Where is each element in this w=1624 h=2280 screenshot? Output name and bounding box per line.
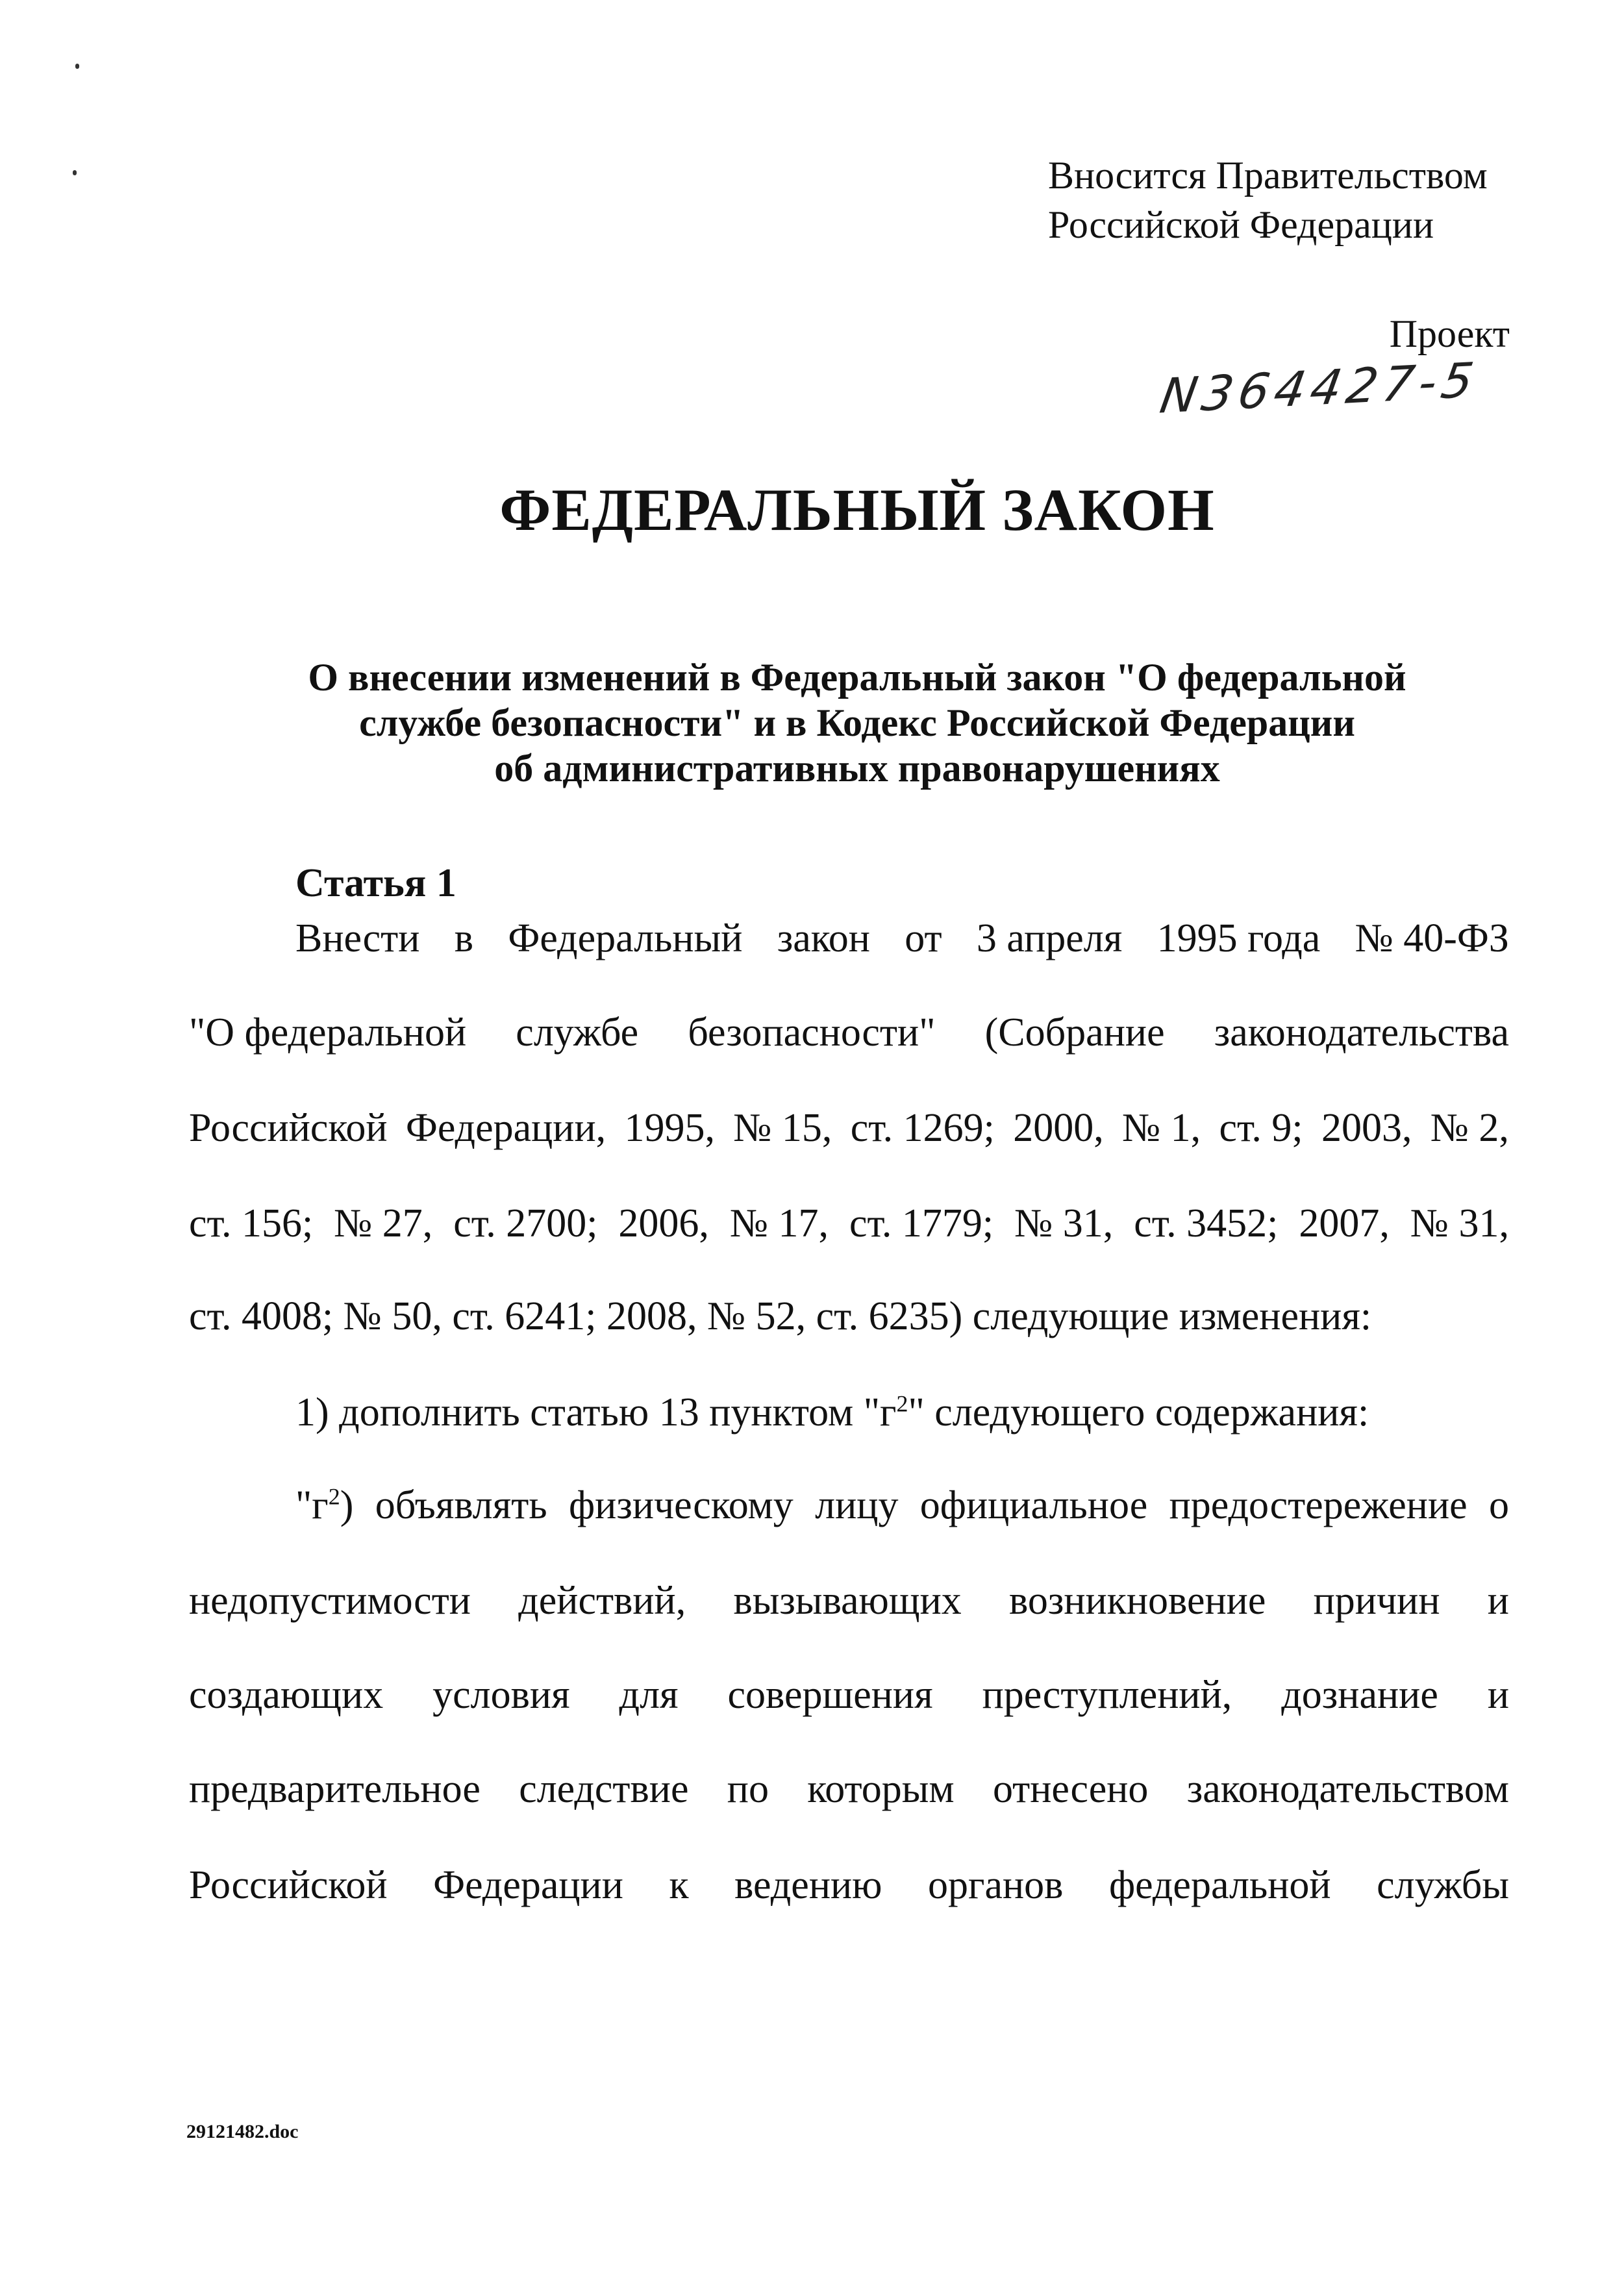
word: от	[905, 916, 942, 960]
word: ст. 156;	[189, 1201, 314, 1246]
text-run: 1) дополнить статью 13 пунктом "г	[295, 1390, 897, 1434]
footer-filename: 29121482.doc	[186, 2121, 299, 2142]
word: 2006,	[618, 1201, 709, 1246]
body-line	[189, 1105, 1509, 1151]
scan-mark	[73, 170, 77, 175]
word: законодательством	[1186, 1767, 1509, 1811]
word: отнесено	[992, 1767, 1149, 1811]
text-run: ст. 4008; № 50, ст. 6241; 2008, № 52, ст. 6235) следующие изменения:	[189, 1294, 1372, 1338]
word: № 31,	[1014, 1201, 1114, 1246]
word: и	[1487, 1579, 1509, 1623]
word: 1995 года	[1156, 916, 1321, 960]
word: дознание	[1281, 1673, 1438, 1717]
word: Внести	[295, 916, 420, 960]
subtitle-line: об административных правонарушениях	[494, 747, 1220, 790]
word: преступлений,	[982, 1673, 1232, 1717]
word: в	[454, 916, 474, 960]
word: для	[619, 1673, 679, 1717]
body-line	[189, 1862, 1509, 1908]
word: Федеральный	[508, 916, 743, 960]
scan-mark	[75, 64, 79, 69]
word: ведению	[734, 1863, 882, 1907]
word: № 27,	[334, 1201, 433, 1246]
subtitle-line: О внесении изменений в Федеральный закон "О федеральной	[308, 656, 1406, 699]
word: создающих	[189, 1673, 384, 1717]
text-run: "г	[295, 1483, 329, 1527]
word: ст. 2700;	[453, 1201, 598, 1246]
word: к	[669, 1863, 689, 1907]
word: ст. 3452;	[1134, 1201, 1279, 1246]
word: № 1,	[1122, 1106, 1201, 1150]
word: (Собрание	[984, 1010, 1165, 1055]
word: Федерации	[433, 1863, 623, 1907]
subtitle-line: службе безопасности" и в Кодекс Российской Федерации	[359, 701, 1355, 744]
word: службы	[1377, 1863, 1509, 1907]
word: органов	[928, 1863, 1064, 1907]
word: предварительное	[189, 1767, 481, 1811]
word: № 2,	[1430, 1106, 1509, 1150]
document-subtitle	[0, 655, 1624, 791]
word: 2003,	[1321, 1106, 1412, 1150]
word: действий,	[518, 1579, 686, 1623]
word: законодательства	[1214, 1010, 1509, 1055]
word: и	[1487, 1673, 1509, 1717]
word: причин	[1313, 1579, 1440, 1623]
word: № 17,	[729, 1201, 829, 1246]
body-line	[189, 1578, 1509, 1623]
word: Федерации,	[405, 1106, 606, 1150]
word: 2000,	[1013, 1106, 1104, 1150]
word: условия	[432, 1673, 570, 1717]
document-title: ФЕДЕРАЛЬНЫЙ ЗАКОН	[499, 477, 1215, 543]
word: службе	[516, 1010, 639, 1055]
word: совершения	[727, 1673, 933, 1717]
handwritten-registration-number: N364427-5	[1156, 352, 1482, 425]
body-line	[295, 1483, 1509, 1528]
word: закон	[777, 916, 870, 960]
word: которым	[807, 1767, 955, 1811]
body-line	[189, 1201, 1509, 1246]
word: возникновение	[1009, 1579, 1266, 1623]
word: № 15,	[733, 1106, 832, 1150]
body-line	[189, 1010, 1509, 1055]
word: ст. 1269;	[850, 1106, 995, 1150]
submitted-by-line2: Российской Федерации	[1048, 203, 1434, 246]
submitted-by-line1: Вносится Правительством	[1048, 154, 1488, 197]
word: Российской	[189, 1106, 388, 1150]
superscript: 2	[896, 1390, 908, 1417]
word: 2007,	[1299, 1201, 1390, 1246]
word: "О федеральной	[189, 1010, 467, 1055]
word: ст. 1779;	[849, 1201, 994, 1246]
body-line	[295, 916, 1509, 961]
word: Российской	[189, 1863, 388, 1907]
word: № 40-ФЗ	[1355, 916, 1509, 960]
word: вызывающих	[733, 1579, 962, 1623]
word: безопасности"	[688, 1010, 936, 1055]
word: недопустимости	[189, 1579, 471, 1623]
text-run: " следующего содержания:	[908, 1390, 1369, 1434]
body-line	[189, 1294, 1509, 1339]
text-run: ) объявлять физическому лицу официальное предостережение о	[340, 1483, 1509, 1527]
word: 1995,	[624, 1106, 715, 1150]
word: по	[727, 1767, 769, 1811]
body-line	[189, 1766, 1509, 1812]
word: федеральной	[1109, 1863, 1331, 1907]
word: № 31,	[1410, 1201, 1509, 1246]
body-line	[295, 1390, 1509, 1435]
article-heading: Статья 1	[295, 861, 456, 905]
body-line	[189, 1672, 1509, 1718]
superscript: 2	[328, 1483, 340, 1510]
draft-label: Проект	[1389, 312, 1510, 355]
word: ст. 9;	[1219, 1106, 1303, 1150]
word: следствие	[519, 1767, 689, 1811]
word: 3 апреля	[976, 916, 1123, 960]
